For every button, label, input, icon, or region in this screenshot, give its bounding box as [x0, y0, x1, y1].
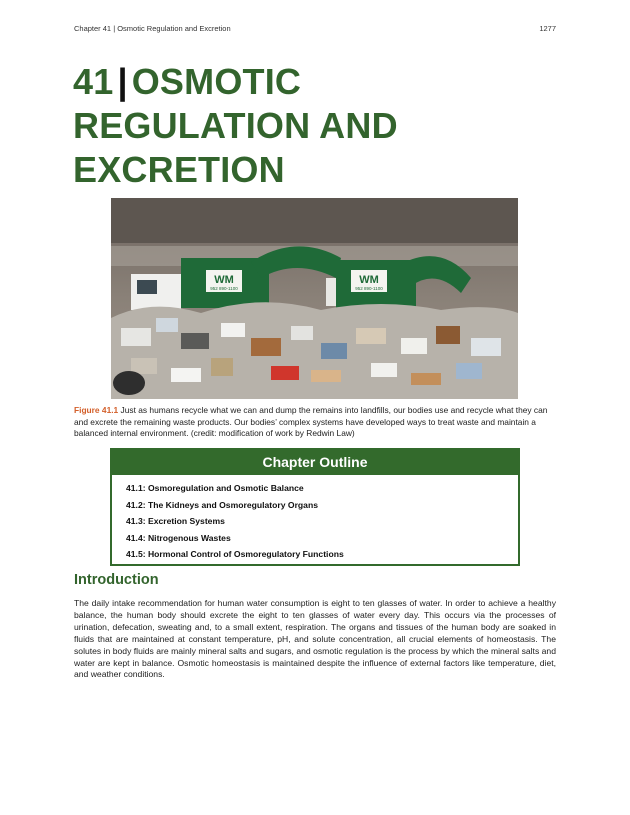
title-word-1: OSMOTIC — [131, 61, 302, 102]
outline-item: 41.3: Excretion Systems — [126, 516, 225, 527]
truck-phone-left: 952 890-1100 — [210, 286, 238, 291]
truck-logo-right: WM — [359, 274, 379, 286]
chapter-label: Chapter 41 | Osmotic Regulation and Excretion — [74, 24, 231, 33]
title-line-3: EXCRETION — [73, 149, 285, 190]
chapter-number: 41 — [73, 61, 114, 102]
title-line-2: REGULATION AND — [73, 105, 398, 146]
page-number: 1277 — [539, 24, 556, 33]
chapter-outline-heading: Chapter Outline — [112, 450, 518, 475]
landfill-illustration — [111, 198, 518, 399]
outline-item: 41.1: Osmoregulation and Osmotic Balance — [126, 483, 304, 493]
chapter-title — [73, 60, 398, 192]
figure-label: Figure 41.1 — [74, 405, 119, 415]
outline-item: 41.5: Hormonal Control of Osmoregulatory Functions — [126, 549, 344, 560]
title-separator: | — [117, 61, 128, 102]
running-header — [74, 24, 556, 33]
outline-item: 41.4: Nitrogenous Wastes — [126, 532, 231, 543]
outline-item: 41.2: The Kidneys and Osmoregulatory Organs — [126, 499, 318, 510]
introduction-paragraph: The daily intake recommendation for human water consumption is eight to ten glasses of water. In order to achieve a healthy balance, the human body should excrete the eight to ten glasses of water every day. This occurs via the processes of urination, defecation, sweating and, to a small extent, respiration. The organs and tissues of the human body are soaked in fluids that are maintained at constant temperature, pH, and solute concentration, all crucial elements of homeostasis. The solutes in body fluids are mainly mineral salts and sugars, and osmotic regulation is the process by which the mineral salts and water are kept in balance. Osmotic homeostasis is maintained despite the influence of external factors like temperature, diet, and weather conditions. — [74, 598, 556, 680]
figure-caption — [74, 405, 556, 440]
introduction-heading: Introduction — [74, 572, 159, 588]
chapter-outline-box — [110, 448, 520, 566]
truck-logo-left: WM — [214, 274, 234, 286]
truck-phone-right: 952 890-1100 — [355, 286, 383, 291]
caption-text: Just as humans recycle what we can and dump the remains into landfills, our bodies use and recycle what they can and excrete the remaining waste products. Our bodies’ complex systems have developed ways to treat waste and maintain a balanced internal environment. (credit: modification of work by Redwin Law) — [74, 405, 548, 438]
title-line-1 — [73, 60, 398, 104]
landfill-photo — [111, 198, 518, 399]
chapter-outline-list — [112, 475, 518, 563]
